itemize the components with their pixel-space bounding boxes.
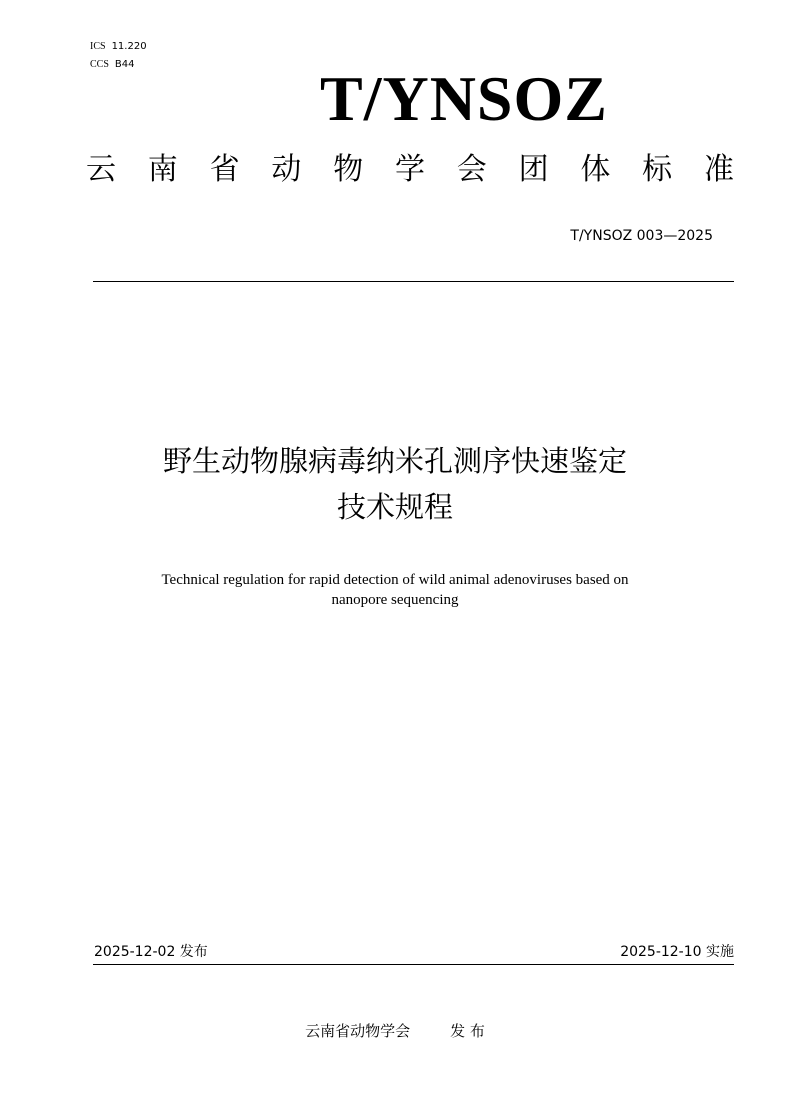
org-title-char: 云 bbox=[86, 152, 116, 187]
org-title-char: 学 bbox=[394, 152, 425, 187]
publisher-action: 发 布 bbox=[450, 1022, 485, 1040]
implementation-date: 2025-12-10 实施 bbox=[620, 944, 734, 960]
ccs-label: CCS bbox=[90, 59, 109, 70]
standard-number: T/YNSOZ 003—2025 bbox=[570, 228, 713, 244]
org-title-char: 南 bbox=[147, 152, 178, 187]
org-title-char: 准 bbox=[703, 152, 734, 187]
ccs-classification bbox=[90, 58, 135, 72]
publisher-org: 云南省动物学会 bbox=[305, 1022, 411, 1040]
issue-date: 2025-12-02 发布 bbox=[94, 944, 208, 960]
ccs-value: B44 bbox=[114, 59, 135, 70]
top-divider bbox=[93, 281, 734, 282]
bottom-divider bbox=[93, 964, 734, 965]
org-title-char: 标 bbox=[642, 152, 673, 187]
chinese-title-line-1: 野生动物腺病毒纳米孔测序快速鉴定 bbox=[162, 444, 627, 478]
org-title-char: 动 bbox=[271, 152, 302, 187]
date-row bbox=[94, 942, 734, 962]
english-title bbox=[95, 570, 695, 610]
org-title-char: 物 bbox=[333, 152, 364, 187]
org-title-char: 会 bbox=[456, 152, 487, 187]
org-title-char: 团 bbox=[518, 152, 549, 187]
chinese-title bbox=[0, 438, 790, 530]
org-standard-title bbox=[86, 148, 734, 192]
standard-logo: T/YNSOZ bbox=[320, 63, 608, 134]
org-title-char: 体 bbox=[580, 152, 611, 187]
english-title-line-2: nanopore sequencing bbox=[331, 592, 459, 608]
english-title-line-1: Technical regulation for rapid detection of wild animal adenoviruses based on bbox=[161, 572, 629, 588]
ics-label: ICS bbox=[90, 41, 106, 52]
chinese-title-line-2: 技术规程 bbox=[336, 490, 453, 524]
ics-value: 11.220 bbox=[111, 41, 147, 52]
ics-classification bbox=[90, 40, 147, 54]
publisher-line bbox=[0, 1020, 790, 1042]
org-title-char: 省 bbox=[209, 152, 240, 187]
